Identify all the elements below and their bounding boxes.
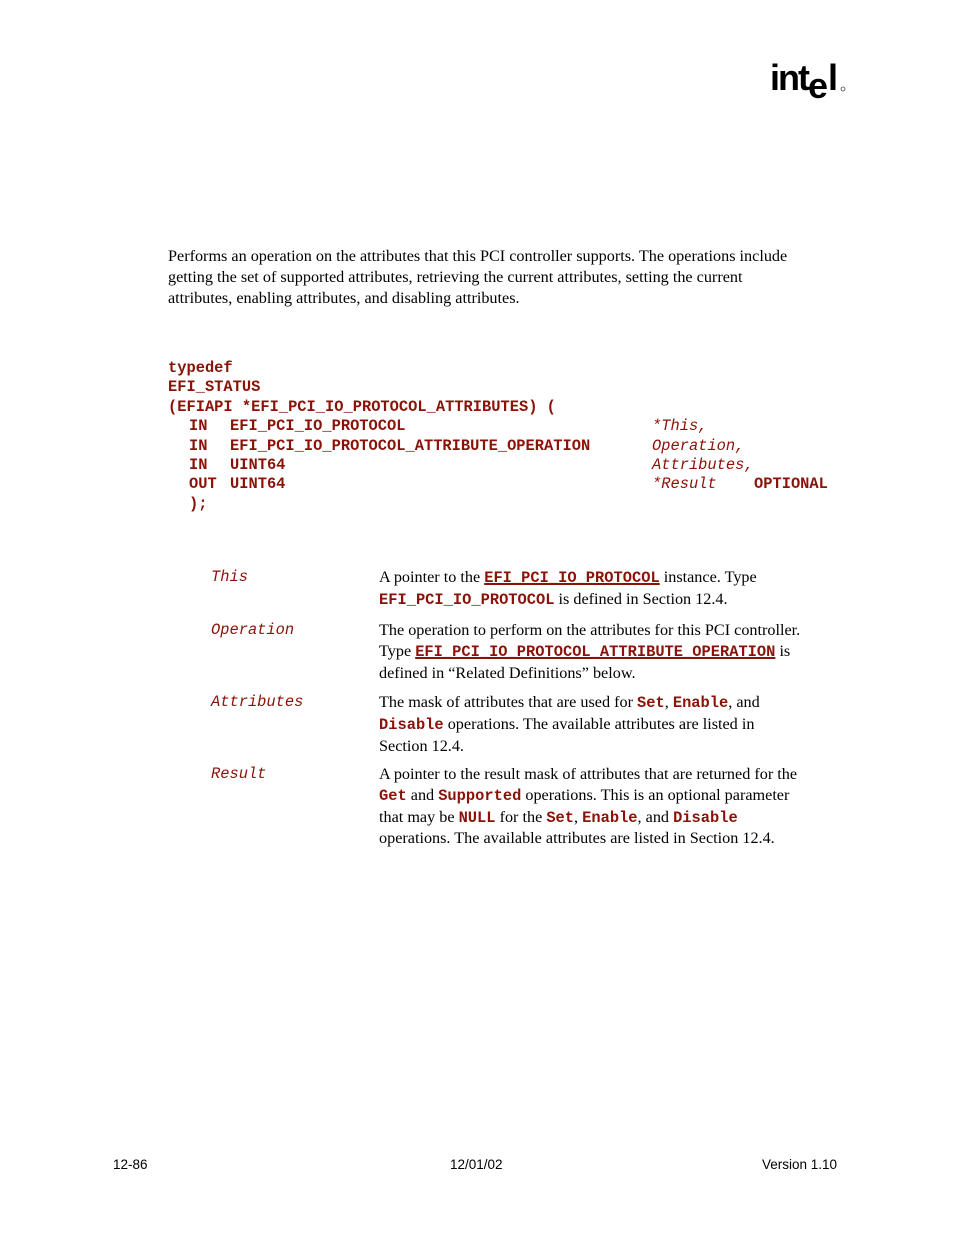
text: The mask of attributes that are used for — [379, 693, 638, 711]
text: and — [406, 785, 439, 804]
param-desc-attributes — [379, 692, 849, 756]
intel-logo — [770, 58, 848, 104]
code-typedef: typedef — [168, 359, 233, 377]
text: instance. Type — [659, 568, 757, 586]
text: , and — [637, 807, 674, 826]
param-desc-line: The operation to perform on the attributes for this PCI controller. — [379, 621, 801, 639]
footer-date: 12/01/02 — [450, 1157, 503, 1172]
text: is defined in Section 12.4. — [554, 589, 728, 608]
code-param-type: UINT64 — [230, 456, 286, 474]
code-param-direction: IN — [189, 417, 208, 435]
code-param-direction: OUT — [189, 475, 217, 493]
code-param-name: *Result — [652, 475, 717, 493]
code-keyword: Supported — [438, 786, 522, 805]
attribute-operation-link[interactable]: EFI_PCI_IO_PROTOCOL_ATTRIBUTE_OPERATION — [415, 642, 776, 661]
code-keyword: Enable — [582, 808, 638, 827]
description-line: getting the set of supported attributes, retrieving the current attributes, setting the current — [168, 267, 743, 286]
code-keyword: Disable — [673, 808, 738, 827]
param-name-this: This — [211, 568, 248, 586]
description-line: Performs an operation on the attributes that this PCI controller supports. The operations include — [168, 247, 788, 265]
code-keyword: NULL — [458, 808, 496, 827]
prototype-code-block — [168, 359, 858, 519]
code-keyword: EFI_PCI_IO_PROTOCOL — [379, 590, 555, 609]
code-param-type: UINT64 — [230, 475, 286, 493]
param-desc-line — [379, 589, 849, 611]
param-desc-line — [379, 785, 849, 807]
svg-text:e: e — [808, 65, 827, 104]
param-desc-this — [379, 567, 849, 611]
code-keyword: Set — [546, 808, 575, 827]
code-optional-keyword: OPTIONAL — [754, 475, 828, 493]
code-param-name: Operation, — [652, 437, 745, 455]
code-param-direction: IN — [189, 437, 208, 455]
text: operations. The available attributes are listed in — [443, 714, 755, 733]
param-name-result: Result — [211, 765, 267, 783]
param-desc-line: Section 12.4. — [379, 736, 464, 755]
efi-pci-io-protocol-link[interactable]: EFI_PCI_IO_PROTOCOL — [484, 569, 660, 587]
code-param-type: EFI_PCI_IO_PROTOCOL_ATTRIBUTE_OPERATION — [230, 437, 591, 455]
text: that may be — [379, 807, 459, 826]
param-desc-operation — [379, 620, 849, 683]
param-desc-line — [379, 692, 849, 714]
param-desc-line: A pointer to the result mask of attributes that are returned for the — [379, 765, 798, 783]
text: Type — [379, 641, 416, 660]
description-paragraph — [168, 246, 848, 308]
code-keyword: Enable — [672, 694, 729, 712]
text: for the — [495, 807, 547, 826]
code-keyword: Set — [637, 694, 665, 712]
text: , — [664, 693, 673, 711]
param-desc-result — [379, 764, 849, 849]
param-desc-line: defined in “Related Definitions” below. — [379, 663, 636, 682]
text: A pointer to the — [379, 568, 485, 586]
footer-version: Version 1.10 — [762, 1157, 838, 1172]
param-desc-line — [379, 641, 849, 663]
text: , — [574, 807, 583, 826]
code-param-direction: IN — [189, 456, 208, 474]
param-name-operation: Operation — [211, 621, 295, 639]
code-param-type: EFI_PCI_IO_PROTOCOL — [230, 417, 406, 435]
footer-page-number: 12-86 — [113, 1157, 148, 1172]
code-closing: ); — [189, 495, 208, 513]
param-desc-line: operations. The available attributes are listed in Section 12.4. — [379, 829, 775, 848]
intel-logo-mark — [770, 58, 848, 104]
description-line: attributes, enabling attributes, and disabling attributes. — [168, 288, 520, 307]
code-function-signature: (EFIAPI *EFI_PCI_IO_PROTOCOL_ATTRIBUTES) ( — [168, 398, 556, 416]
code-keyword: Get — [379, 786, 407, 805]
svg-text:int: int — [770, 58, 808, 98]
text: , and — [728, 693, 760, 711]
code-param-name: Attributes, — [652, 456, 754, 474]
code-param-name: *This, — [652, 417, 708, 435]
svg-text:l: l — [828, 58, 839, 98]
param-name-attributes: Attributes — [211, 693, 304, 711]
code-keyword: Disable — [379, 715, 444, 734]
param-desc-line — [379, 807, 849, 829]
text: is — [775, 641, 791, 660]
param-desc-line — [379, 714, 849, 736]
param-desc-line — [379, 567, 849, 589]
code-return-type: EFI_STATUS — [168, 378, 261, 396]
text: operations. This is an optional parameter — [521, 785, 790, 804]
